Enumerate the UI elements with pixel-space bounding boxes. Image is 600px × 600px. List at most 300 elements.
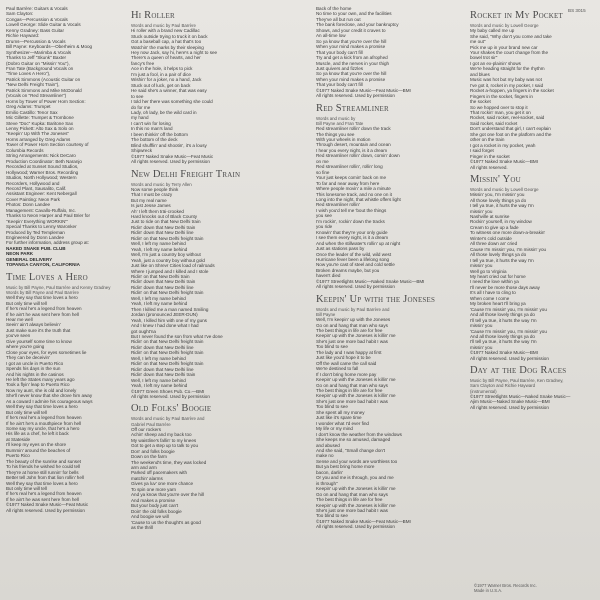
credit-line: Lenny Pickett: Alto Sax & Solo on [6,125,74,131]
lyric-line: My broken heart I'll bring ya [470,301,526,307]
lyric-line: To his friends he wished he could tell [6,464,81,470]
lyric-line: That rockin' man, you get it on [470,110,531,115]
lyric-line: at Stateside [6,436,31,442]
lyric-line: other on the train [470,137,505,143]
lyric-line: Just like it's spare time [316,415,362,421]
lyric-line: And ya know that you're over the hill [131,492,204,498]
lyric-line: ©1977 Streetlights Music—Naked Snake Music—BMI [316,278,425,284]
lyric-line: 'Cause I'm missin' you, I'm missin' you [470,328,547,334]
credit-line: Patrick Simmons (Acoustic Guitar on [6,76,81,82]
credit-line: (Dobro Guitar on "Missin' You"), [6,60,70,66]
lyric-line: matchin' alarms [131,475,163,481]
lyric-line: so fine [316,169,330,175]
lyric-line: Close your eyes, for eyes sometimes lie [6,349,87,355]
lyric-line: To witness one more down-a-breakin' [470,230,546,236]
lyric-line: Hard knocks out of Black County [131,214,198,219]
lyric-line: you see [316,213,332,219]
footer [474,583,537,593]
song-credit: Words and music by [316,115,356,121]
lyric-line: Then I killed me a man named Smiling [131,306,209,312]
lyric-line: Got a baseball cap, a hat that's too [131,39,202,45]
lyric-line: Music was hot but my baby was not [470,77,542,83]
lyric-line: Broken dreams maybe, but you [316,267,380,273]
credit-line: Horns by Tower of Power Horn Section: [6,98,86,104]
lyric-line: Hear me well [6,316,33,322]
credit-line: Photos: Donn Landee [6,202,51,208]
lyric-line: on me [316,158,329,164]
lyric-line: Winter's cold outside [470,235,512,241]
lyric-line: arm and arm [131,464,157,470]
lyric-line: Ridin' on that New Delhi freight train [131,290,204,296]
lyric-line: 'Cause I'm missin' you, I'm missin' you [470,306,547,312]
lyric-line: If he ain't he was sent here from hell [6,311,79,317]
lyric-line: But only time will tell [6,486,47,492]
lyric-line: Don't understand that girl, I can't explain [470,126,551,132]
lyric-line: Well they say that time loves a hero [6,295,78,301]
lyric-line: Ridin' on that New Delhi freight train [131,339,204,345]
credit-line: String Arrangements: Nick DeCaro [6,153,76,159]
credit-line: Assistant Engineer: Kent Nebergall [6,191,77,197]
song-credit: Words and music by Lowell George [470,186,539,192]
lyric-line: Your shakes the court change from the [470,50,548,56]
lyric-line: Hurricane fever been a lifelong song [316,256,390,262]
lyric-line: Ah' I left them träi-crooked [131,208,184,214]
lyric-line: All rights reserved. [470,164,508,170]
song-title: Hi Roller [131,10,175,21]
lyric-line: So ya know that you're over the hill [316,71,387,77]
lyric-line: If he's real he's a legend from heaven [6,491,82,497]
lyric-line: When your mind makes a promise [316,76,386,82]
lyric-line: haven't died [316,273,341,279]
lyric-line: She got one foot on the platform and the [470,131,552,137]
credit-line: Record Plant, Sausalito, Calif. [6,185,67,191]
lyric-line: Red streamliner rollin' down, comin' down [316,153,400,159]
lyric-line: Said rocket, said rocket [470,120,518,126]
lyric-line: I wonder what I'd ever find [316,420,369,426]
lyric-line: as the thrill [131,524,153,530]
song-title: Rocket in My Pocket [470,10,563,21]
lyric-line: Is just Jesse James [131,203,171,209]
lyric-line: That your body can't fill [316,82,363,88]
lyric-line: Ridin' on that New Delhi freight train [131,235,204,241]
lyric-line: Ridin' down that New Delhi line [131,284,194,290]
lyric-line: Just like you'd hope it to be [316,355,371,361]
lyric-line: Well, I left my name behind [131,241,186,247]
lyric-line: fancy's free [131,60,155,66]
lyric-line: And all those lovely things ya do [470,333,535,339]
lyric-line: Now my aunt, she is old and lonely [6,387,77,393]
lyric-line: Well they say that time loves a hero [6,480,78,486]
lyric-line: Watchin' the marks by their sleeping [131,44,204,50]
lyric-line: Where people movin' a mile a minute [316,186,391,192]
lyric-line: Well, I'm keepin' up with the Joneses [316,317,391,323]
credit-line: Lowell George: Slide Guitar & Vocals [6,22,81,28]
song-title: New Delhi Freight Train [131,168,241,180]
credit-line: Fran Tate (Background Vocals on [6,65,74,71]
lyric-line: All those lovely things ya do [470,197,527,203]
lyric-line: make no [316,453,334,459]
lyric-line: Ridin' on that New Delhi freight train [131,350,204,356]
lyric-line: I got a rocket in my pocket, yeah [470,142,536,148]
song-title: Keepin' Up with the Joneses [316,293,436,305]
song-credit: Gabriel Paul Barrère [131,421,171,427]
song-credit: Words and music by Paul Barrère and [316,306,390,312]
credit-line: Drums—Percussion & Vocals [6,38,66,44]
lyric-line: They're at home still runnin' for bells [6,469,79,475]
lyric-line: I don't know the weather from the windows [316,431,402,437]
lyric-line: It's all I have to cling to [470,290,516,296]
lyric-line: Keepin' up with the Joneses is killin' me [316,333,396,339]
lyric-line: There's a queen of hearts, and her [131,55,201,61]
lyric-line: you ride [316,224,333,230]
lyric-line: Long into the night, that whistle offers light [316,197,401,202]
lyric-line: Wishin' for a joker, no a hand, Jack [131,77,202,83]
lyric-line: And boogie we will [131,514,169,520]
lyric-line: ©1977 Naked Snake Music—Feat Music [131,153,214,159]
column-2 [131,6,303,596]
song-credit: Words and music by Lowell George [470,23,539,28]
lyric-line: Too blind to see [316,513,348,519]
song-credit: Words and music by Terry Allen [131,181,192,187]
lyric-line: All rights reserved. Used by permission [6,507,85,513]
song-credit: Words and music by Paul Barrère [131,23,196,28]
lyric-line: ©1977 Naked Snake Music—BMI [470,350,538,356]
lyric-line: But only time will tell [6,300,47,306]
lyric-line: Red streamliner rollin' [316,202,360,208]
lyric-line: They can be deceivin' [6,355,50,361]
lyric-line: All rights reserved. Used by permission [316,284,395,290]
lyric-line: ©1977 Streetlights Music—Naked Snake Music— [470,393,571,399]
lyric-line: and abused [316,442,340,448]
lyric-line: Or you and me is through, you and me [316,475,394,481]
lyric-line: Hi roller with a brand new Cadillac [131,28,200,34]
lyric-line: The lady and I was happy at first [316,349,382,355]
lyric-line: Missin' you, I'm missin' you [470,192,525,198]
lyric-line: Just like on Shrevr Cities load of railroads [131,263,215,269]
lyric-line: To far and near away from here [316,180,380,186]
lyric-line: Nashville at sunrise [470,214,510,219]
lyric-line: Ridin' down that New Delhi line [131,344,194,350]
lyric-line: Ridin' down that New Delhi train [131,224,196,230]
lyric-line: All rights reserved. Used by permission [470,355,549,361]
lyric-line: bowel trot sir" [470,55,498,61]
lyric-line: If he's real he's a legend from heaven [6,415,82,421]
credit-line: Special Thanks to Lenny Waronker [6,224,77,230]
lyric-line: Well, I'm just a country boy without [131,252,201,258]
lyric-line: Keepin' up with the Joneses is killin' me [316,486,396,492]
lyric-line: And makes a promise [131,497,176,503]
lyric-line: Sense and your words are worthless too [316,458,398,464]
lyric-line: Now you're cast of steel and cold settle [316,262,395,268]
lyric-line: So we hopped over to stop it [470,104,528,110]
lyric-line: Stuck out of luck, get on back [131,82,191,88]
footer-line: Made in U.S.A. [474,588,503,593]
lyric-line: Well, I left my name behind [131,295,186,301]
lyric-line: And when the stillwater's rollin' up at night [316,240,401,246]
credit-line: Management: Cavallo-Ruffalo, Inc. [6,207,76,213]
lyric-line: The best things in life are for free [316,328,383,334]
lyric-line: She said, "Why don't you come and take [470,33,552,39]
lyric-line: All rights reserved. Used by permission [131,393,210,399]
credit-line: Studios, North Hollywood; Western [6,175,77,181]
lyric-line: All rights reserved. Used by permission [316,524,395,530]
lyric-line: Yeah, just a country boy without gold [131,257,205,263]
lyric-line: Yeah, I killed him with one of my guns [131,317,207,323]
lyric-line: Through desert, mountain and ocean [316,142,391,148]
song-credit: Music by Bill Payne, Paul Barrère and Kenny Gradney [6,284,111,290]
lyric-line: But I never found the son from what I've done [131,333,223,339]
song-credit: Bill Payne [316,311,336,317]
lyric-line: where you're going [6,344,45,350]
lyric-line: Just quivers and fizzles [316,65,364,71]
credit-line: Mic Gillette: Trumpet & Trombone [6,115,74,121]
lyric-line: He said she's a winner, that was easy [131,88,207,94]
lyric-line: I been thinkin' off the bottom [131,131,188,137]
lyric-line: I see them every night, is it a dream [316,235,389,241]
lyric-line: Just as stations pass by [316,246,365,252]
lyric-line: Cause I'm missin' you, I'm missin' you [470,246,547,252]
lyric-line: If I don't bring home more pay [316,371,377,377]
credit-line: "Keepin' Up With The Joneses" [6,131,69,137]
lyric-line: Yeah, I left my name behind [131,383,188,389]
song-credit: Words and music by Paul Barrère and [131,416,205,422]
lyric-line: The best things in life are for free [316,497,383,503]
lyric-line: She's just one more bad habit I was [316,338,388,344]
lyric-line: Bummin' around the beaches of [6,447,71,453]
lyric-line: bacon, darlin' [316,469,343,475]
lyric-line: She'll never know that she drove him away [6,393,93,399]
lyric-line: The weekend's time, they was locked [131,459,207,465]
lyric-line: No time to your own, and the facilities [316,11,392,17]
lyric-line: Shows, and your credit it craves to [316,27,386,33]
lyric-line: Keepin' up with the Joneses is killin' me [316,393,396,399]
lyric-line: The things you see [316,131,355,137]
lyric-line: missin' you [470,208,493,214]
lyric-line: She's just one more bad habit I was [316,398,388,404]
lyric-line: Some say my uncle, that he's a hero [6,426,80,432]
lyric-line: I'll never be more those days away [470,284,540,290]
lyric-line: 'Cause to us the thought's as good [131,519,201,525]
lyric-line: Try and get a kick from an afrophed [316,55,388,61]
credit-line: Greg Adams: Trumpet [6,104,51,110]
lyric-line: missin' you [470,344,493,350]
song-credit: Sam Clayton and Richie Hayward [470,383,536,389]
lyric-line: Now some people think [131,186,179,192]
lyric-line: Ace in the hole, it helps to pick [131,66,193,72]
song-title: Missin' You [470,173,521,185]
lyric-line: Where I jumped and I killed and I stole [131,268,209,274]
lyric-line: Yeah, I left my name behind [131,246,188,252]
lyric-line: Once the leader of the wild, wild west [316,251,392,257]
lyric-line: missin' you [470,323,493,329]
lyric-line: Back of the home [316,6,352,11]
lyric-line: If he ain't he's a mouthpiece from hell [6,420,82,426]
credit-line: Paul Barrère: Guitars & Vocals [6,6,68,11]
lyric-line: But ya best bring home more [316,464,375,470]
lyric-line: Cream to give up a fade [470,224,519,230]
lyric-line: To spin one more yarn [131,486,177,492]
lyric-line: Rocket, said rocket, reel-socket, said [470,115,545,121]
lyric-line: to see [131,93,144,99]
address-line: NAKED SNAKE PUB. CLUB [6,245,66,251]
lyric-line: Better tell John from that lion rollin' hell [6,475,84,481]
lyric-line: Hey now Jack, say hi, here's a night to see [131,50,218,56]
lyric-line: Don' and folks boogie [131,448,175,454]
lyric-line: All rights reserved. Used by permission [131,159,210,165]
lyric-line: the socket [470,99,491,105]
lyric-line: My waistline's fallin' to my knees [131,437,197,443]
lyric-line: Lady, oh lady, be the wild card in [131,110,197,115]
song-credit: Words by Bill Payne and Paul Barrère [6,289,79,295]
lyric-line: She spent all my money [316,409,365,415]
song-title: Day at the Dog Races [470,365,567,377]
lyric-line: So ya know that you're over the hill [316,38,387,44]
lyric-line: My baby called me up [470,28,515,34]
lyric-line: Muscle, and the nerves in your thigh [316,60,390,66]
song-title: Red Streamliner [316,102,389,114]
lyric-line: Keepin' up with the Joneses is killin' me [316,377,396,383]
credit-line: Kenny Gradney: Bass Guitar [6,27,64,33]
lyric-line: Ajim Music—Naked Snake Music—BMI [470,399,550,405]
lyric-line: All rights reserved. Used by permission [470,404,549,410]
credit-line: For further information, address group at: [6,240,89,246]
lyric-line: Yeah, I left my name behind [131,301,188,307]
lyric-line: All those lovely things ya do [470,252,527,258]
lyric-line: Spends his days in the sun [6,366,61,372]
credit-line: Steve "Doc" Kupka: Baritone Sax [6,120,73,126]
lyric-line: Ridin' down that New Delhi train [131,279,196,285]
credit-line: Thanks to Neon Harper and Paul Brier for [6,213,90,219]
lyric-line: Well, I left my name behind [131,355,186,361]
lyric-line: you've seen [6,333,31,339]
lyric-line: I'm just a fool, in a pair of dice [131,71,191,77]
lyric-line: I can't win for losing [131,120,171,126]
lyric-line: And she said, "Small change don't [316,447,386,453]
lyric-line: Ridin' down that New Delhi train [131,372,196,378]
lyric-line: In this no man's land [131,126,173,132]
lyric-line: She keeps me so amused, damaged [316,437,391,443]
lyric-line: Just to ride on that New Delhi train [131,219,201,225]
lyric-line: The best things in life are for free [316,388,383,393]
lyric-line: Ridin' down that New Delhi line [131,230,194,236]
lyric-line: Puerto Rico [6,453,30,459]
credit-line: Recorded at Sunset Sound Studios, [6,164,79,170]
credit-line: "Keepin' Everything WORKIN'" [6,218,68,224]
credit-line: Synthesizer—Marimba & Vocals [6,49,72,55]
lyric-line: is through" [316,480,338,486]
lyric-line: All rights reserved. Used by permission [316,93,395,99]
lyric-line: Shipwreck [131,148,153,154]
credit-line: Patrick Simmons and Mike McDonald [6,87,82,93]
lyric-line: This lonesome track, and no one on it [316,191,392,197]
column-1 [6,6,126,596]
lyric-line: Keepin' up with the Joneses is killin' me [316,502,396,508]
lyric-line: All three down an' cried [470,241,518,247]
lyric-line: me out" [470,39,486,45]
song-credit: Music by Bill Payne, Paul Barrère, Ken Gradney, [470,378,564,384]
lyric-line: ©1977 Green Shoes Pub. Co.—BMI [131,388,205,394]
lyric-line: She's just one more bad habit I was [316,507,388,513]
lyric-line: Too blind to see [316,344,348,350]
lyric-line: But only time will tell [6,409,47,415]
lyric-line: That your body can't fill [316,49,363,55]
lyric-line: I'll keep my eyes on the shore [6,442,67,448]
credit-line: Recorders, Hollywood and [6,180,60,186]
lyric-line: We're destined to fall [316,366,359,372]
lyric-line: Well, I left my name behind [131,377,186,383]
lyric-line: Pick me up in your brand new car [470,44,538,50]
lyric-line: Go on and hang that man who says [316,382,388,388]
lyric-line: The bank foreclose, and your bankruptcy [316,22,399,28]
lyric-line: And his nights in the casinos [6,371,64,377]
lyric-line: I said forget [470,148,494,154]
lyric-line: And I knew I had done what I had [131,323,199,329]
lyric-line: Rockin' yourself, in my window [470,219,532,225]
lyric-line: ©1977 Naked Snake Music—Feat Music—BMI [316,87,411,93]
credit-line: Emilio Castillo: Tenor Sax [6,109,58,115]
lyric-line: do for me [131,104,151,110]
address-line: GENERAL DELIVERY [6,256,53,262]
lyric-line: If he's real he's a legend from heaven [6,306,82,312]
song-credit: (instrumental) [470,388,497,394]
credit-line: (Vocals on "Red Streamliner") [6,93,67,99]
lyric-line: Finger in the socket [470,153,510,159]
lyric-line: When your mind makes a promise [316,44,386,50]
lyric-line: Stuck outside trying to truck it on back [131,33,208,39]
footer-line: ©1977 Warner Bros. Records Inc. [474,583,537,588]
column-4 [470,6,596,596]
lyric-line: I tell ya true, it hurts the way I'm [470,203,534,209]
lyric-line: And all those lovely things ya do [470,312,535,318]
lyric-line: ©1977 Naked Snake Music—Feat Music [6,502,89,508]
lyric-line: got ought'na [131,328,156,334]
lyric-line: and blues [470,71,490,77]
lyric-line: Ridin' on that New Delhi train [131,273,190,279]
lyric-line: I'll tell ya true, it hurts the way I'm [470,317,537,323]
lyric-line: I need the love within ya [470,279,519,285]
lyric-line: When come I come [470,295,510,301]
lyric-line: I'll tell ya true, it hurts the way I'm [470,339,537,345]
lyric-line: Go on and hang that man who says [316,491,388,497]
lyric-line: Off our rockers [131,426,161,432]
credit-line: Richie Hayward: [6,33,40,39]
lyric-line: Achin' sheep and my back too [131,432,192,438]
lyric-line: Ridin' down that New Delhi line [131,366,194,372]
lyric-line: I tell ya true, it hurts the way I'm [470,257,534,263]
song-title: Old Folks' Boogie [131,403,212,415]
credit-line: Hollywood; Warner Bros. Recording [6,169,79,175]
lyric-line: Well they say that time loves a hero [6,404,78,410]
lyric-line: Red streamliner rollin', rollin' long [316,164,383,170]
catalog-number: BS 3015 [568,8,586,13]
lyric-line: If he ain't he was sent here from hell [6,496,79,502]
lyric-line: Knowin' that they're your only guide [316,229,388,235]
credit-line: Thanks to Jeff "Skunk" Baxter [6,55,67,61]
lyric-line: Doin' the old folks boogie [131,508,182,514]
lyric-line: missin' you [470,263,493,269]
lyric-line: Took a flyin' leap to Puerto Rico [6,382,70,388]
lyric-line: ©1977 Naked Snake Music—Feat Music—BMI [316,518,411,524]
lyric-line: Well go to Virginia [470,268,507,274]
column-3 [316,6,466,596]
lyric-line: Parked off pacemakers with [131,470,188,476]
lyric-line: Fingers in the socket, fingers in [470,93,533,99]
song-credit: Bill Payne and Fran Tate [316,120,364,126]
song-title: Time Loves a Hero [6,271,88,283]
lyric-line: Just make sure it's the truth that [6,327,71,333]
lyric-line: ©1977 Naked Snake Music—BMI [470,159,538,165]
lyric-line: I'm rockin', rockin' down the tracks [316,218,385,224]
